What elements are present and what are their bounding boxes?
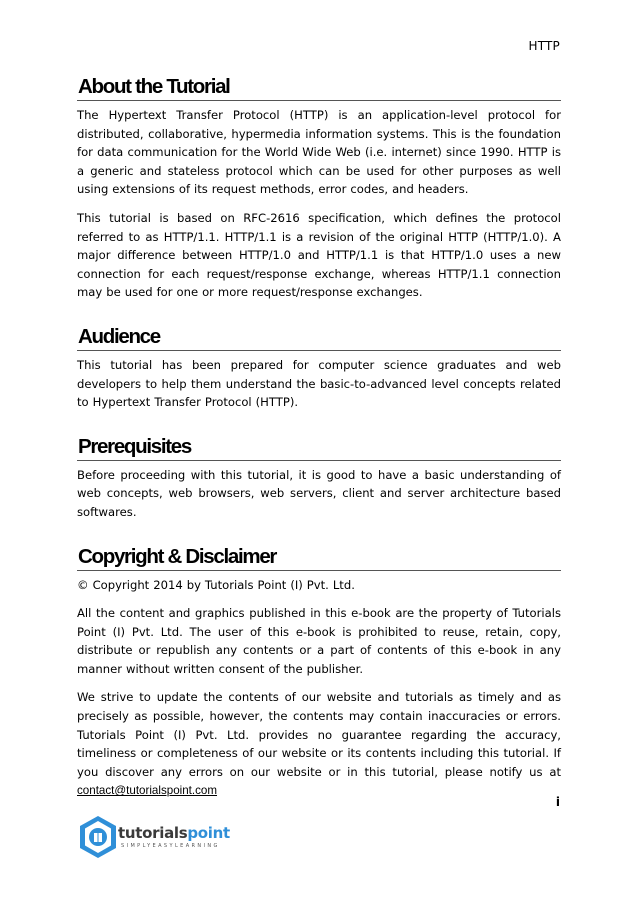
logo-wordmark-dark: tutorials — [118, 824, 188, 842]
logo-tagline: SIMPLYEASYLEARNING — [121, 843, 220, 849]
logo-wordmark — [118, 824, 230, 842]
contact-email-link[interactable]: contact@tutorialspoint.com — [77, 784, 218, 798]
section-heading-audience: Audience — [77, 324, 561, 351]
section-heading-prerequisites: Prerequisites — [77, 434, 561, 461]
copyright-notice: © Copyright 2014 by Tutorials Point (I) Pvt. Ltd. — [77, 577, 355, 592]
page-content — [77, 74, 561, 823]
copyright-paragraph-2: All the content and graphics published in this e-book are the property of Tutorials Point (I) Pvt. Ltd. The user of this e-book is prohibited to reuse, retain, copy, distribute or republish any contents or a part of contents of this e-book in any manner without written consent of the publisher. — [77, 606, 561, 676]
copyright-paragraph-3-text: We strive to update the contents of our website and tutorials as timely and as precisely as possible, however, the contents may contain inaccuracies or errors. Tutorials Point (I) Pvt. Ltd. provides no guarantee regarding the accuracy, timeliness or completeness of our website or its contents including this tutorial. If you discover any errors on our website or in this tutorial, please notify us at — [77, 690, 561, 779]
footer-logo — [78, 812, 238, 862]
about-paragraph-1: The Hypertext Transfer Protocol (HTTP) is an application-level protocol for distributed, collaborative, hypermedia information systems. This is the foundation for data communication for the World Wide Web (i.e. internet) since 1990. HTTP is a generic and stateless protocol which can be used for other purposes as well using extensions of its request methods, error codes, and headers. — [77, 108, 561, 197]
section-heading-about: About the Tutorial — [77, 74, 561, 101]
about-paragraph-2: This tutorial is based on RFC-2616 specification, which defines the protocol referred to as HTTP/1.1. HTTP/1.1 is a revision of the original HTTP (HTTP/1.0). A major difference between HTTP/1.0 and HTTP/1.1 is that HTTP/1.0 uses a new connection for each request/response exchange, whereas HTTP/1.1 connection may be used for one or more request/response exchanges. — [77, 210, 561, 300]
running-header: HTTP — [528, 39, 560, 53]
section-prerequisites — [77, 434, 561, 522]
logo-wordmark-accent: point — [187, 824, 230, 842]
section-copyright — [77, 544, 561, 802]
page-number: i — [555, 795, 560, 809]
prerequisites-paragraph-1: Before proceeding with this tutorial, it is good to have a basic understanding of web concepts, web browsers, web servers, client and server architecture based softwares. — [77, 467, 561, 519]
section-about — [77, 74, 561, 302]
section-heading-copyright: Copyright & Disclaimer — [77, 544, 561, 571]
audience-paragraph-1: This tutorial has been prepared for computer science graduates and web developers to help them understand the basic-to-advanced level concepts related to Hypertext Transfer Protocol (HTTP). — [77, 357, 561, 410]
copyright-paragraph-3 — [77, 688, 561, 801]
section-audience — [77, 324, 561, 412]
tutorialspoint-logo-icon — [78, 814, 118, 860]
